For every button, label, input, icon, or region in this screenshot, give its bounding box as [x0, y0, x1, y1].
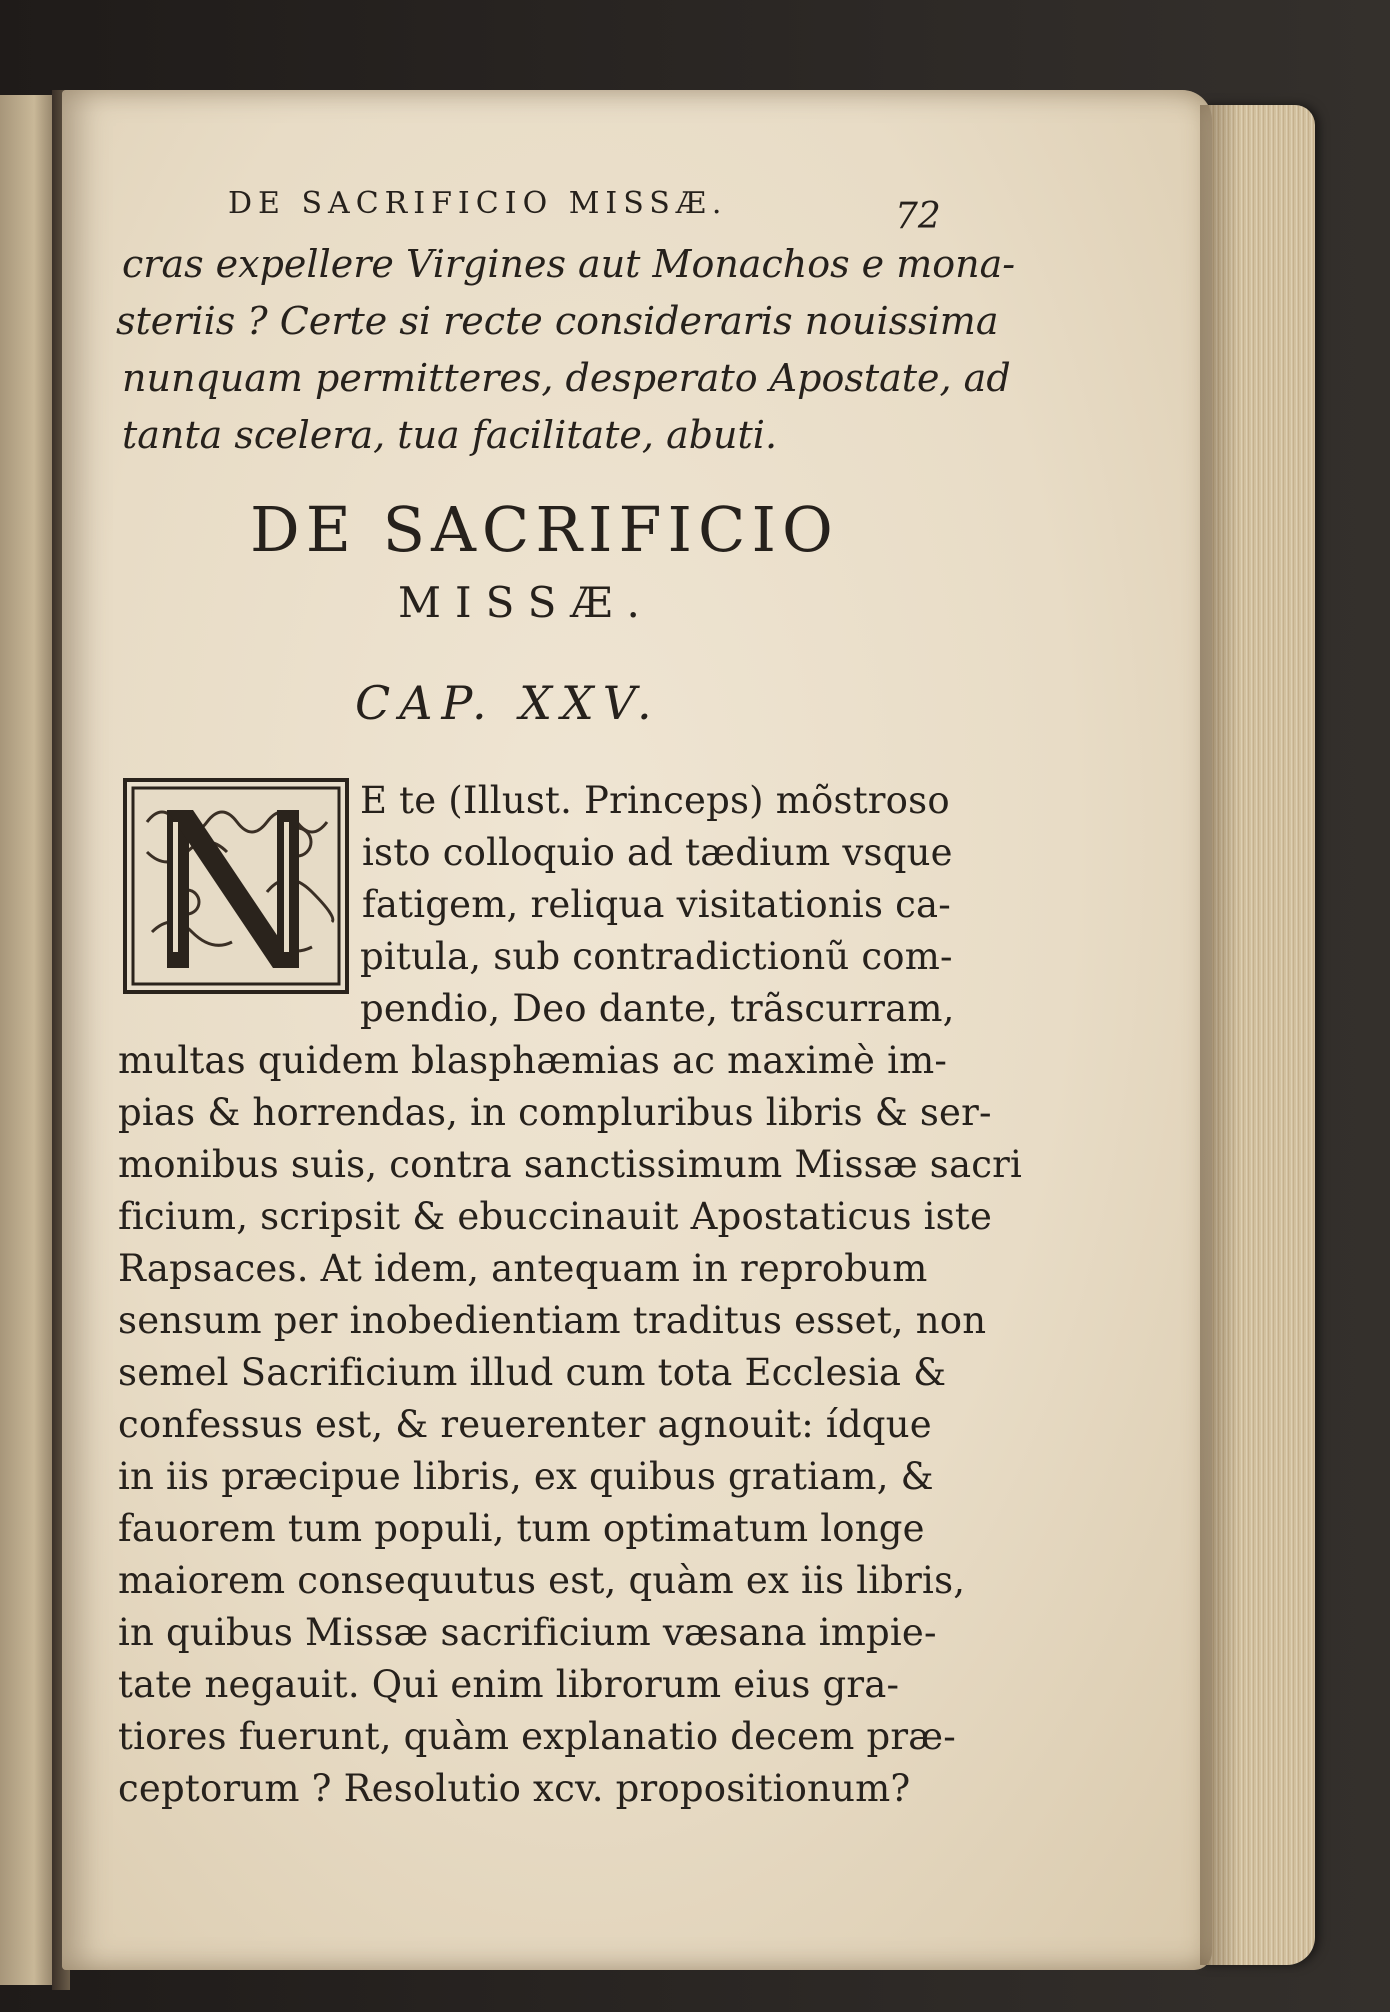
text-line: monibus suis, contra sanctissimum Missæ sacri — [118, 1143, 1023, 1186]
text-line: pitula, sub contradictionũ com- — [360, 935, 953, 978]
text-line: ceptorum ? Resolutio xcv. propositionum? — [118, 1767, 911, 1810]
text-line: maiorem consequutus est, quàm ex iis libris, — [118, 1559, 966, 1602]
running-head: DE SACRIFICIO MISSÆ. — [228, 186, 728, 221]
chapter-title: DE SACRIFICIO — [250, 493, 839, 566]
text-line: steriis ? Certe si recte consideraris nouissima — [116, 299, 999, 343]
text-line: in quibus Missæ sacrificium væsana impie- — [118, 1611, 937, 1654]
text-line: tiores fuerunt, quàm explanatio decem præ- — [118, 1715, 956, 1758]
chapter-number: CAP. XXV. — [355, 676, 661, 730]
text-line: pias & horrendas, in compluribus libris & ser- — [118, 1091, 992, 1134]
text-line: in iis præcipue libris, ex quibus gratiam, & — [118, 1455, 934, 1498]
text-line: nunquam permitteres, desperato Apostate, ad — [122, 356, 1011, 400]
decorated-initial-n-icon — [123, 778, 349, 994]
text-line: semel Sacrificium illud cum tota Ecclesia & — [118, 1351, 947, 1394]
text-line: ficium, scripsit & ebuccinauit Apostaticus iste — [118, 1195, 993, 1238]
chapter-title-line-2: MISSÆ. — [398, 578, 654, 627]
text-line: tanta scelera, tua facilitate, abuti. — [122, 413, 778, 457]
text-line: Rapsaces. At idem, antequam in reprobum — [118, 1247, 928, 1290]
text-line: fauorem tum populi, tum optimatum longe — [118, 1507, 925, 1550]
text-line: multas quidem blasphæmias ac maximè im- — [118, 1039, 948, 1082]
page-edge-shadow — [1200, 105, 1240, 1965]
text-line: fatigem, reliqua visitationis ca- — [362, 883, 951, 926]
text-line: cras expellere Virgines aut Monachos e mona- — [122, 242, 1016, 286]
text-line: E te (Illust. Princeps) mõstroso — [360, 779, 950, 822]
text-line: sensum per inobedientiam traditus esset, non — [118, 1299, 987, 1342]
text-line: isto colloquio ad tædium vsque — [362, 831, 953, 874]
text-line: confessus est, & reuerenter agnouit: ídque — [118, 1403, 932, 1446]
text-line: pendio, Deo dante, trãscurram, — [360, 987, 955, 1030]
text-line: tate negauit. Qui enim librorum eius gra- — [118, 1663, 900, 1706]
page-number: 72 — [895, 196, 941, 237]
